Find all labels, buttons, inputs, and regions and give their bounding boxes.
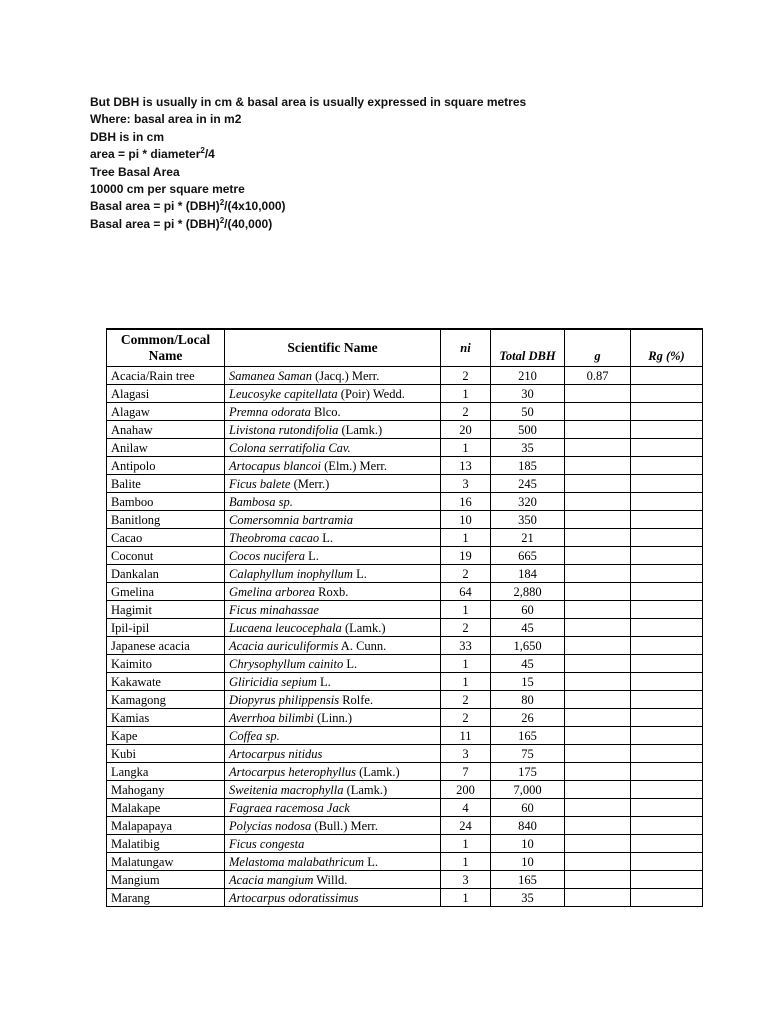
cell-common-name: Kamias [107,709,225,727]
cell-ni: 19 [441,547,491,565]
note-line-7 [90,198,526,215]
cell-g [565,475,631,493]
species-name: Gliricidia sepium [229,674,317,689]
cell-common-name: Kubi [107,745,225,763]
cell-common-name: Banitlong [107,511,225,529]
species-name: Fagraea racemosa Jack [229,800,350,815]
cell-scientific-name [225,601,441,619]
cell-g [565,763,631,781]
note-text: Basal area = pi * (DBH) [90,199,220,214]
cell-common-name: Coconut [107,547,225,565]
species-name: Bambosa sp. [229,494,293,509]
cell-g [565,565,631,583]
cell-total-dbh: 45 [491,655,565,673]
cell-rg [631,835,703,853]
table-row [107,745,703,763]
table-row [107,853,703,871]
species-author: Roxb. [315,584,349,599]
note-line-4 [90,146,526,163]
species-author: (Elm.) Merr. [321,458,387,473]
species-name: Melastoma malabathricum [229,854,365,869]
cell-total-dbh: 21 [491,529,565,547]
table-row [107,565,703,583]
cell-g [565,745,631,763]
cell-scientific-name [225,817,441,835]
cell-common-name: Malapapaya [107,817,225,835]
cell-rg [631,493,703,511]
table-row [107,655,703,673]
cell-ni: 2 [441,709,491,727]
cell-common-name: Alagasi [107,385,225,403]
cell-rg [631,727,703,745]
cell-rg [631,853,703,871]
species-name: Ficus balete [229,476,291,491]
cell-rg [631,601,703,619]
cell-common-name: Balite [107,475,225,493]
cell-scientific-name [225,871,441,889]
species-name: Ficus minahassae [229,602,319,617]
cell-total-dbh: 30 [491,385,565,403]
cell-ni: 1 [441,673,491,691]
cell-common-name: Mahogany [107,781,225,799]
cell-common-name: Ipil-ipil [107,619,225,637]
cell-scientific-name [225,439,441,457]
cell-rg [631,655,703,673]
cell-g [565,817,631,835]
species-author: (Jacq.) Merr. [311,368,380,383]
cell-ni: 2 [441,403,491,421]
cell-ni: 11 [441,727,491,745]
table-row [107,511,703,529]
cell-rg [631,367,703,385]
table-header-row [107,329,703,367]
cell-ni: 20 [441,421,491,439]
cell-total-dbh: 665 [491,547,565,565]
cell-total-dbh: 35 [491,889,565,907]
species-name: Gmelina arborea [229,584,315,599]
cell-g [565,493,631,511]
cell-common-name: Kape [107,727,225,745]
cell-rg [631,511,703,529]
species-author: (Lamk.) [355,764,400,779]
table-row [107,385,703,403]
cell-scientific-name [225,691,441,709]
cell-common-name: Malatungaw [107,853,225,871]
cell-common-name: Malakape [107,799,225,817]
species-author: Rolfe. [339,692,374,707]
cell-scientific-name [225,655,441,673]
cell-scientific-name [225,475,441,493]
cell-common-name: Gmelina [107,583,225,601]
cell-g [565,601,631,619]
cell-total-dbh: 165 [491,871,565,889]
cell-scientific-name [225,403,441,421]
table-row [107,601,703,619]
superscript: 2 [219,215,225,225]
cell-scientific-name [225,889,441,907]
cell-scientific-name [225,565,441,583]
species-name: Comersomnia bartramia [229,512,353,527]
cell-total-dbh: 35 [491,439,565,457]
cell-common-name: Antipolo [107,457,225,475]
cell-total-dbh: 320 [491,493,565,511]
cell-ni: 24 [441,817,491,835]
note-line-6: 10000 cm per square metre [90,182,245,197]
cell-scientific-name [225,799,441,817]
table-row [107,691,703,709]
species-name: Acacia mangium [229,872,314,887]
cell-scientific-name [225,763,441,781]
table-row [107,637,703,655]
cell-rg [631,457,703,475]
cell-common-name: Acacia/Rain tree [107,367,225,385]
table-row [107,439,703,457]
cell-total-dbh: 15 [491,673,565,691]
cell-scientific-name [225,583,441,601]
species-author: (Lamk.) [338,422,383,437]
table-row [107,835,703,853]
species-author: A. Cunn. [338,638,387,653]
cell-ni: 1 [441,385,491,403]
cell-g [565,835,631,853]
cell-g [565,385,631,403]
cell-g [565,655,631,673]
cell-total-dbh: 350 [491,511,565,529]
cell-g [565,709,631,727]
cell-g [565,583,631,601]
species-name: Artocarpus heterophyllus [229,764,356,779]
species-author: (Merr.) [290,476,330,491]
cell-g [565,619,631,637]
cell-ni: 13 [441,457,491,475]
species-table [106,328,703,907]
cell-rg [631,565,703,583]
cell-common-name: Cacao [107,529,225,547]
cell-rg [631,817,703,835]
cell-total-dbh: 210 [491,367,565,385]
cell-scientific-name [225,547,441,565]
cell-total-dbh: 45 [491,619,565,637]
cell-ni: 3 [441,475,491,493]
cell-g [565,421,631,439]
species-name: Premna odorata [229,404,311,419]
cell-total-dbh: 500 [491,421,565,439]
cell-ni: 33 [441,637,491,655]
cell-scientific-name [225,745,441,763]
cell-scientific-name [225,781,441,799]
cell-scientific-name [225,529,441,547]
cell-scientific-name [225,457,441,475]
cell-ni: 4 [441,799,491,817]
cell-g [565,691,631,709]
cell-ni: 1 [441,835,491,853]
cell-rg [631,439,703,457]
cell-rg [631,583,703,601]
cell-total-dbh: 165 [491,727,565,745]
species-name: Colona serratifolia Cav. [229,440,351,455]
cell-common-name: Japanese acacia [107,637,225,655]
cell-scientific-name [225,511,441,529]
table-row [107,475,703,493]
cell-common-name: Marang [107,889,225,907]
cell-rg [631,871,703,889]
cell-rg [631,475,703,493]
cell-g [565,871,631,889]
species-name: Artocapus blancoi [229,458,322,473]
cell-ni: 2 [441,691,491,709]
table-row [107,763,703,781]
header-ni: ni [441,329,491,367]
species-author: L. [352,566,367,581]
table-row [107,817,703,835]
species-name: Artocarpus nitidus [229,746,323,761]
cell-scientific-name [225,709,441,727]
cell-common-name: Kamagong [107,691,225,709]
table-row [107,673,703,691]
cell-g [565,511,631,529]
cell-rg [631,385,703,403]
cell-common-name: Kaimito [107,655,225,673]
cell-scientific-name [225,421,441,439]
species-author: L. [305,548,319,563]
table-row [107,871,703,889]
table-row [107,709,703,727]
cell-rg [631,529,703,547]
table-row [107,781,703,799]
cell-ni: 7 [441,763,491,781]
cell-common-name: Hagimit [107,601,225,619]
species-name: Artocarpus odoratissimus [229,890,359,905]
cell-total-dbh: 185 [491,457,565,475]
cell-total-dbh: 10 [491,835,565,853]
species-name: Theobroma cacao [229,530,320,545]
cell-rg [631,763,703,781]
species-name: Diopyrus philippensis [229,692,340,707]
cell-common-name: Anahaw [107,421,225,439]
cell-scientific-name [225,853,441,871]
species-author: L. [364,854,378,869]
species-author: Blco. [310,404,341,419]
cell-g [565,547,631,565]
cell-total-dbh: 175 [491,763,565,781]
cell-total-dbh: 184 [491,565,565,583]
cell-g [565,781,631,799]
note-line-8 [90,216,526,233]
species-name: Averrhoa bilimbi [229,710,314,725]
header-g: g [565,329,631,367]
cell-common-name: Malatibig [107,835,225,853]
table-row [107,889,703,907]
cell-common-name: Dankalan [107,565,225,583]
cell-scientific-name [225,835,441,853]
cell-ni: 3 [441,871,491,889]
cell-rg [631,781,703,799]
cell-total-dbh: 26 [491,709,565,727]
table-row [107,367,703,385]
cell-rg [631,619,703,637]
cell-ni: 10 [441,511,491,529]
note-text: area = pi * diameter [90,147,201,162]
table-row [107,583,703,601]
cell-ni: 200 [441,781,491,799]
cell-total-dbh: 50 [491,403,565,421]
cell-total-dbh: 60 [491,799,565,817]
cell-ni: 1 [441,889,491,907]
cell-ni: 2 [441,367,491,385]
cell-ni: 3 [441,745,491,763]
superscript: 2 [219,198,225,208]
table-body [107,367,703,907]
table-row [107,619,703,637]
species-name: Ficus congesta [229,836,305,851]
note-line-5: Tree Basal Area [90,164,180,179]
table-row [107,529,703,547]
species-author: L. [343,656,358,671]
cell-rg [631,421,703,439]
cell-common-name: Mangium [107,871,225,889]
cell-total-dbh: 245 [491,475,565,493]
species-author: (Linn.) [313,710,353,725]
cell-common-name: Langka [107,763,225,781]
cell-g [565,853,631,871]
cell-ni: 1 [441,439,491,457]
cell-total-dbh: 10 [491,853,565,871]
cell-ni: 2 [441,619,491,637]
species-author: L. [316,674,331,689]
cell-rg [631,799,703,817]
species-author: L. [319,530,334,545]
cell-total-dbh: 80 [491,691,565,709]
species-name: Samanea Saman [229,368,312,383]
cell-common-name: Anilaw [107,439,225,457]
table-row [107,727,703,745]
cell-total-dbh: 840 [491,817,565,835]
note-text: /4 [204,147,215,162]
note-line-2: Where: basal area in in m2 [90,112,242,127]
cell-scientific-name [225,637,441,655]
note-text: Basal area = pi * (DBH) [90,216,220,231]
superscript: 2 [200,146,205,156]
header-rg: Rg (%) [631,329,703,367]
cell-rg [631,673,703,691]
cell-g [565,889,631,907]
cell-rg [631,403,703,421]
cell-scientific-name [225,385,441,403]
cell-ni: 1 [441,601,491,619]
species-author: (Bull.) Merr. [311,818,378,833]
cell-total-dbh: 60 [491,601,565,619]
cell-scientific-name [225,367,441,385]
cell-rg [631,637,703,655]
table-row [107,403,703,421]
table-row [107,547,703,565]
cell-scientific-name [225,493,441,511]
species-name: Polycias nodosa [229,818,312,833]
table-row [107,457,703,475]
cell-g [565,637,631,655]
cell-ni: 64 [441,583,491,601]
cell-rg [631,889,703,907]
note-line-3: DBH is in cm [90,129,165,144]
species-name: Lucaena leucocephala [229,620,342,635]
cell-g [565,457,631,475]
header-common-name: Common/Local Name [107,329,225,367]
header-total-dbh: Total DBH [491,329,565,367]
cell-ni: 1 [441,853,491,871]
species-name: Livistona rutondifolia [229,422,339,437]
note-text: /(4x10,000) [224,199,286,214]
cell-g: 0.87 [565,367,631,385]
note-line-1: But DBH is usually in cm & basal area is usually expressed in square metres [90,95,527,109]
cell-g [565,403,631,421]
cell-ni: 2 [441,565,491,583]
cell-g [565,799,631,817]
cell-g [565,673,631,691]
cell-rg [631,547,703,565]
note-text: /(40,000) [224,216,273,231]
header-scientific-name: Scientific Name [225,329,441,367]
cell-common-name: Bamboo [107,493,225,511]
cell-g [565,439,631,457]
cell-rg [631,691,703,709]
cell-common-name: Kakawate [107,673,225,691]
species-name: Acacia auriculiformis [229,638,339,653]
species-name: Chrysophyllum cainito [229,656,344,671]
table-row [107,421,703,439]
species-name: Sweitenia macrophylla [229,782,344,797]
species-author: (Lamk.) [341,620,386,635]
species-author: (Poir) Wedd. [337,386,405,401]
cell-total-dbh: 7,000 [491,781,565,799]
cell-scientific-name [225,619,441,637]
table-row [107,799,703,817]
cell-total-dbh: 2,880 [491,583,565,601]
species-name: Calaphyllum inophyllum [229,566,353,581]
cell-scientific-name [225,673,441,691]
species-name: Cocos nucifera [229,548,306,563]
cell-ni: 1 [441,529,491,547]
notes-block [90,94,526,233]
species-author: Willd. [313,872,348,887]
cell-total-dbh: 75 [491,745,565,763]
cell-rg [631,709,703,727]
species-author: (Lamk.) [343,782,388,797]
cell-rg [631,745,703,763]
cell-scientific-name [225,727,441,745]
cell-common-name: Alagaw [107,403,225,421]
cell-total-dbh: 1,650 [491,637,565,655]
cell-ni: 1 [441,655,491,673]
cell-g [565,727,631,745]
table-row [107,493,703,511]
species-name: Coffea sp. [229,728,280,743]
cell-ni: 16 [441,493,491,511]
species-name: Leucosyke capitellata [229,386,338,401]
cell-g [565,529,631,547]
